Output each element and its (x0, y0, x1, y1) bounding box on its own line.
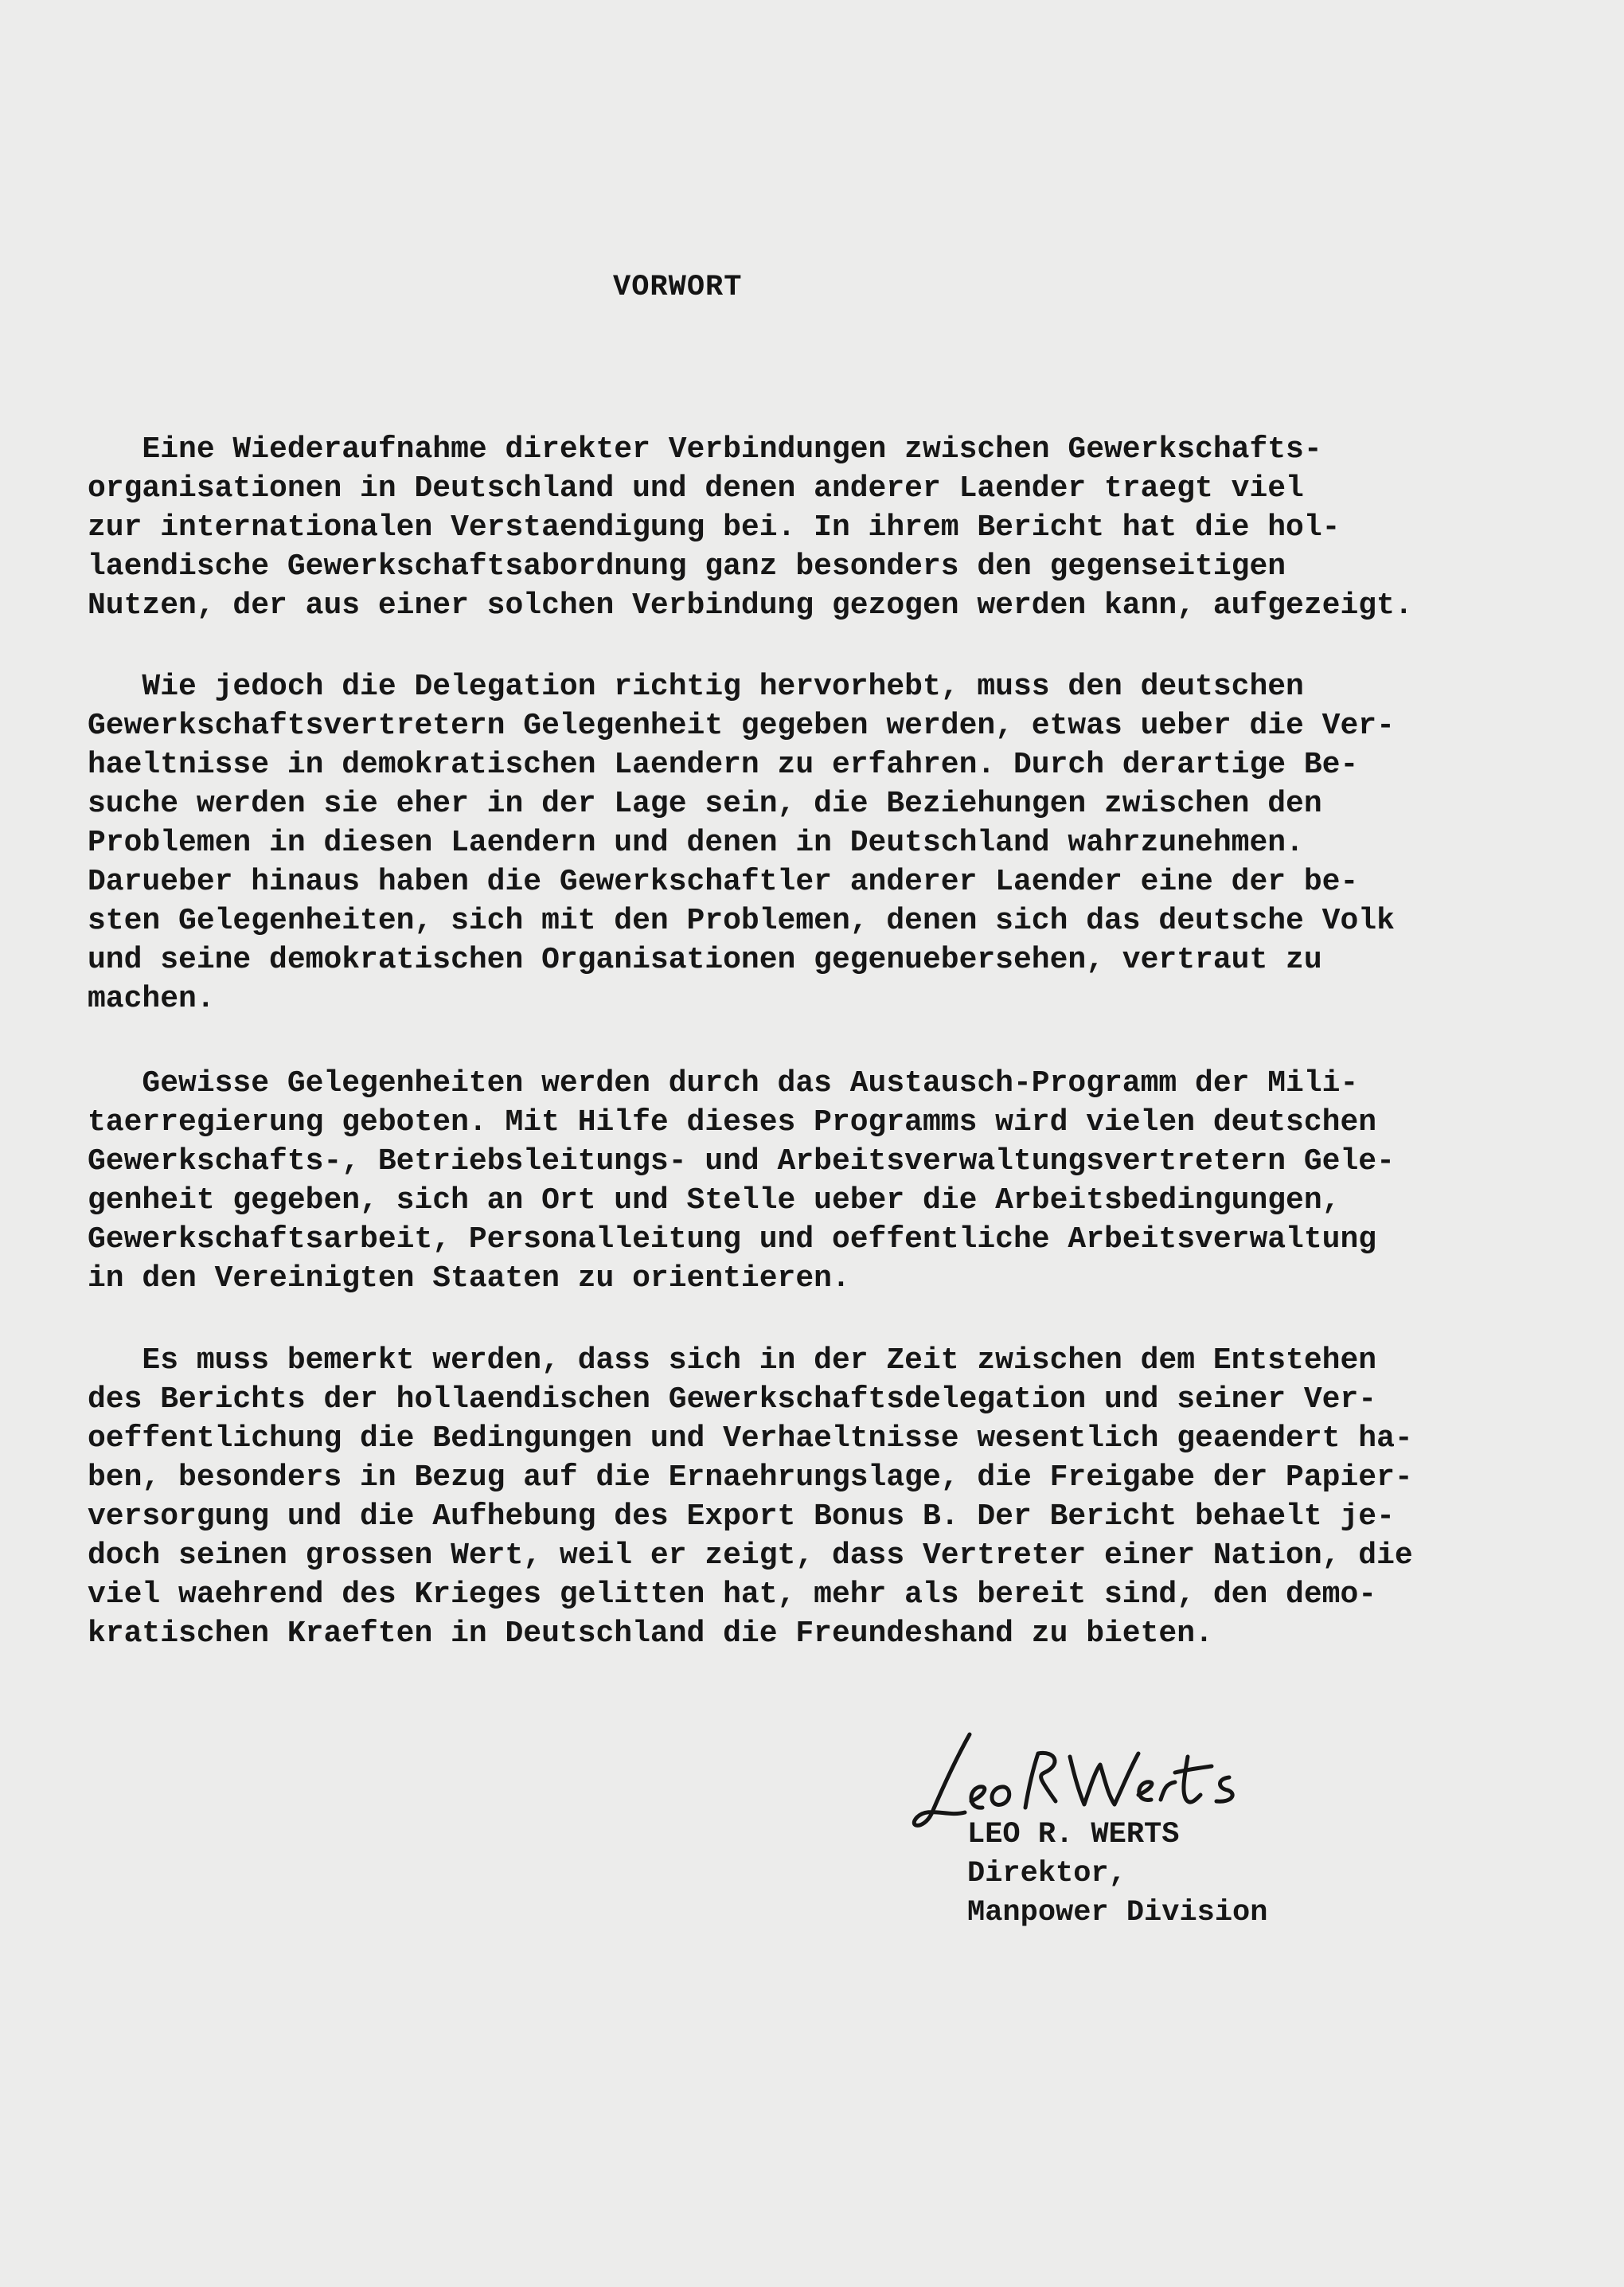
paragraph-3 (88, 1064, 1584, 1298)
text-line: Wie jedoch die Delegation richtig hervorhebt, muss den deutschen (88, 670, 1304, 704)
text-line: suche werden sie eher in der Lage sein, die Beziehungen zwischen den (88, 787, 1322, 821)
text-line: und seine demokratischen Organisationen gegenuebersehen, vertraut zu (88, 943, 1322, 977)
paragraph-2 (88, 667, 1584, 1018)
text-line: Nutzen, der aus einer solchen Verbindung gezogen werden kann, aufgezeigt. (88, 588, 1413, 623)
text-line: zur internationalen Verstaendigung bei. In ihrem Bericht hat die hol- (88, 510, 1341, 545)
text-line: Gewerkschafts-, Betriebsleitungs- und Arbeitsverwaltungsvertretern Gele- (88, 1144, 1395, 1179)
text-line: oeffentlichung die Bedingungen und Verhaeltnisse wesentlich geaendert ha- (88, 1421, 1413, 1456)
text-line: Gewerkschaftsvertretern Gelegenheit gegeben werden, etwas ueber die Ver- (88, 709, 1395, 743)
text-line: machen. (88, 982, 215, 1016)
text-line: viel waehrend des Krieges gelitten hat, mehr als bereit sind, den demo- (88, 1577, 1377, 1612)
text-line: Es muss bemerkt werden, dass sich in der Zeit zwischen dem Entstehen (88, 1343, 1377, 1378)
text-line: Gewisse Gelegenheiten werden durch das Austausch-Programm der Mili- (88, 1066, 1359, 1100)
text-line: Eine Wiederaufnahme direkter Verbindungen zwischen Gewerkschafts- (88, 432, 1322, 467)
signature-block (967, 1816, 1267, 1933)
text-line: Darueber hinaus haben die Gewerkschaftler anderer Laender eine der be- (88, 865, 1359, 899)
signer-position: Direktor, (967, 1857, 1126, 1890)
text-line: versorgung und die Aufhebung des Export Bonus B. Der Bericht behaelt je- (88, 1499, 1395, 1534)
text-line: kratischen Kraeften in Deutschland die Freundeshand zu bieten. (88, 1617, 1213, 1651)
text-line: genheit gegeben, sich an Ort und Stelle ueber die Arbeitsbedingungen, (88, 1183, 1341, 1218)
text-line: haeltnisse in demokratischen Laendern zu erfahren. Durch derartige Be- (88, 748, 1359, 782)
signer-name: LEO R. WERTS (967, 1818, 1180, 1851)
text-line: sten Gelegenheiten, sich mit den Problemen, denen sich das deutsche Volk (88, 904, 1395, 938)
paragraph-4 (88, 1341, 1584, 1653)
signer-division: Manpower Division (967, 1896, 1268, 1929)
paragraph-1 (88, 430, 1584, 625)
text-line: in den Vereinigten Staaten zu orientieren. (88, 1261, 850, 1296)
text-line: Problemen in diesen Laendern und denen in Deutschland wahrzunehmen. (88, 826, 1304, 860)
text-line: organisationen in Deutschland und denen anderer Laender traegt viel (88, 471, 1304, 506)
page-title: VORWORT (613, 271, 743, 304)
text-line: Gewerkschaftsarbeit, Personalleitung und oeffentliche Arbeitsverwaltung (88, 1222, 1377, 1257)
text-line: des Berichts der hollaendischen Gewerkschaftsdelegation und seiner Ver- (88, 1382, 1377, 1417)
text-line: ben, besonders in Bezug auf die Ernaehrungslage, die Freigabe der Papier- (88, 1460, 1413, 1495)
text-line: taerregierung geboten. Mit Hilfe dieses Programms wird vielen deutschen (88, 1105, 1377, 1140)
text-line: doch seinen grossen Wert, weil er zeigt, dass Vertreter einer Nation, die (88, 1538, 1413, 1573)
text-line: laendische Gewerkschaftsabordnung ganz besonders den gegenseitigen (88, 549, 1286, 584)
